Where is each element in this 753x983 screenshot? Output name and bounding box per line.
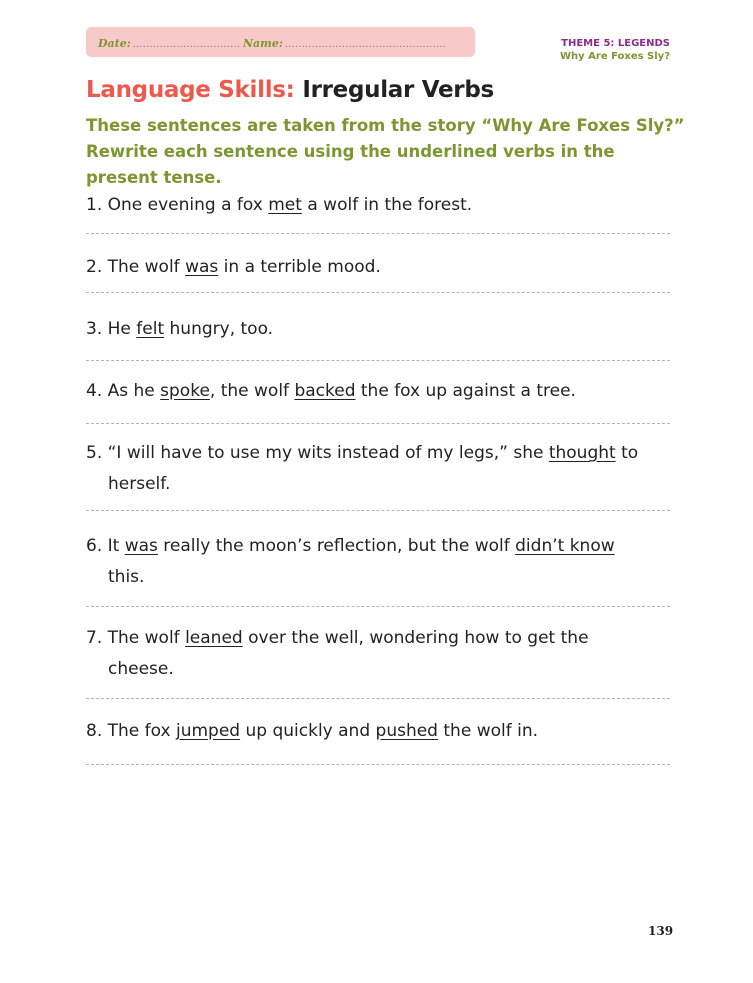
underlined-verb: met: [268, 195, 302, 215]
underlined-verb: was: [185, 257, 219, 277]
underlined-verb: spoke: [160, 381, 210, 401]
question-number: 7.: [86, 628, 108, 648]
answer-line[interactable]: [86, 764, 670, 765]
question-continuation: cheese.: [108, 659, 174, 679]
sentence-text: The wolf: [107, 628, 186, 648]
question-number: 1.: [86, 195, 108, 215]
answer-line[interactable]: [86, 606, 670, 607]
sentence-text: The wolf: [107, 257, 186, 277]
underlined-verb: jumped: [175, 721, 241, 741]
question-text: [86, 438, 671, 469]
sentence-text: It: [107, 536, 125, 556]
underlined-verb: leaned: [185, 628, 243, 648]
date-blank: ................................: [132, 40, 241, 50]
sentence-text: in a terrible mood.: [218, 257, 381, 277]
sentence-text: He: [107, 319, 137, 339]
name-field: [243, 37, 446, 50]
question-text: [86, 376, 671, 407]
question-1: [86, 190, 671, 221]
date-label: Date:: [98, 37, 131, 50]
theme-label: [560, 37, 670, 63]
instructions: These sentences are taken from the story “Why Are Foxes Sly?” Rewrite each sentence using the underlined verbs in the present tense.: [86, 116, 685, 187]
sentence-text: One evening a fox: [107, 195, 269, 215]
question-number: 5.: [86, 443, 108, 463]
story-title: Why Are Foxes Sly?: [560, 51, 670, 62]
question-number: 8.: [86, 721, 108, 741]
question-text: [86, 190, 671, 221]
sentence-text: to: [615, 443, 639, 463]
question-number: 6.: [86, 536, 108, 556]
sentence-text: the fox up against a tree.: [355, 381, 576, 401]
name-blank: ................................................: [284, 40, 447, 50]
question-text: [86, 314, 671, 345]
question-6: [86, 531, 671, 593]
sentence-text: hungry, too.: [164, 319, 274, 339]
sentence-text: The fox: [107, 721, 176, 741]
sentence-text: “I will have to use my wits instead of my legs,” she: [107, 443, 549, 463]
sentence-text: up quickly and: [240, 721, 376, 741]
question-text: [86, 623, 671, 654]
question-continuation: this.: [108, 567, 145, 587]
question-4: [86, 376, 671, 407]
underlined-verb: was: [124, 536, 158, 556]
page-number: 139: [648, 924, 674, 938]
question-text: [86, 252, 671, 283]
theme-title: THEME 5: LEGENDS: [561, 38, 670, 49]
question-7: [86, 623, 671, 685]
sentence-text: , the wolf: [209, 381, 295, 401]
answer-line[interactable]: [86, 698, 670, 699]
page-title: [86, 77, 494, 103]
question-continuation: herself.: [108, 474, 171, 494]
question-text: [86, 531, 671, 562]
answer-line[interactable]: [86, 233, 670, 234]
sentence-text: the wolf in.: [437, 721, 539, 741]
page-title-topic: Irregular Verbs: [302, 77, 494, 103]
question-number: 2.: [86, 257, 108, 277]
answer-line[interactable]: [86, 360, 670, 361]
name-label: Name:: [243, 37, 283, 50]
answer-line[interactable]: [86, 510, 670, 511]
underlined-verb: backed: [294, 381, 356, 401]
question-number: 3.: [86, 319, 108, 339]
answer-line[interactable]: [86, 292, 670, 293]
sentence-text: As he: [107, 381, 161, 401]
date-field: [98, 37, 240, 50]
underlined-verb: pushed: [375, 721, 438, 741]
underlined-verb: thought: [548, 443, 616, 463]
name-date-header: [86, 27, 475, 57]
question-number: 4.: [86, 381, 108, 401]
question-2: [86, 252, 671, 283]
sentence-text: really the moon’s reflection, but the wolf: [157, 536, 516, 556]
page-title-section: Language Skills:: [86, 77, 295, 103]
sentence-text: a wolf in the forest.: [301, 195, 473, 215]
question-text: [86, 716, 671, 747]
underlined-verb: felt: [136, 319, 165, 339]
underlined-verb: didn’t know: [515, 536, 615, 556]
sentence-text: over the well, wondering how to get the: [242, 628, 589, 648]
question-3: [86, 314, 671, 345]
answer-line[interactable]: [86, 423, 670, 424]
question-5: [86, 438, 671, 500]
question-8: [86, 716, 671, 747]
